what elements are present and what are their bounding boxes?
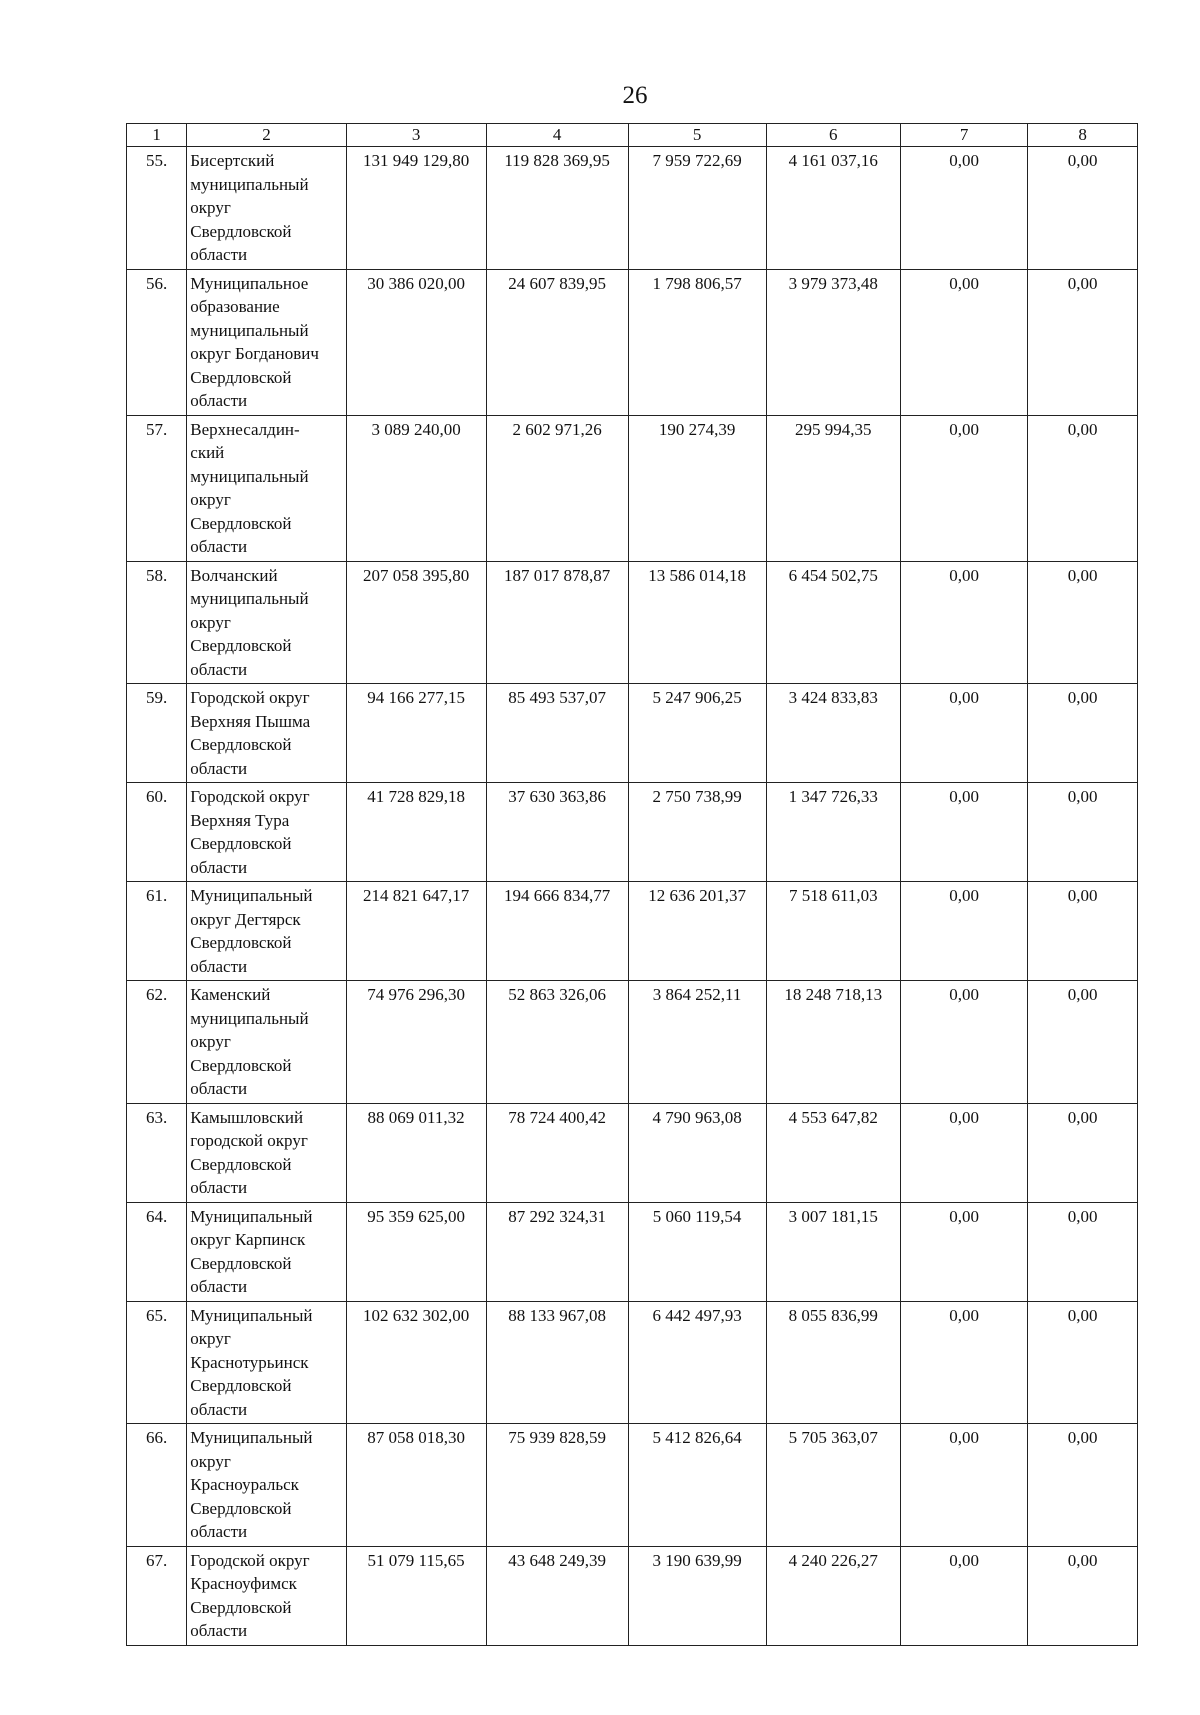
value-col-5: 6 442 497,93 <box>628 1301 766 1424</box>
table-row <box>127 561 1138 684</box>
value-col-4: 24 607 839,95 <box>486 269 628 415</box>
municipality-name-line: Свердловской <box>190 1154 292 1174</box>
municipality-name-line: муниципальный <box>190 174 309 194</box>
value-col-3: 74 976 296,30 <box>346 981 486 1104</box>
municipality-name <box>187 561 346 684</box>
municipality-name-line: Верхняя Тура <box>190 810 290 830</box>
value-col-7: 0,00 <box>901 1202 1028 1301</box>
municipality-name-line: округ <box>190 1329 231 1348</box>
municipality-name-line: округ Карпинск <box>190 1230 306 1249</box>
value-col-6: 295 994,35 <box>766 415 901 561</box>
value-col-5: 5 247 906,25 <box>628 684 766 783</box>
municipality-name-line: городской округ <box>190 1131 308 1150</box>
value-col-4: 37 630 363,86 <box>486 783 628 882</box>
table-row <box>127 1546 1138 1645</box>
municipality-name-line: области <box>190 537 248 556</box>
municipality-name-line: Свердловской <box>190 636 292 655</box>
table-row <box>127 684 1138 783</box>
municipality-name-line: Городской округ <box>190 787 310 806</box>
municipality-name-line: Свердловской <box>190 513 292 533</box>
value-col-8: 0,00 <box>1028 269 1138 415</box>
data-table <box>126 123 1138 1646</box>
value-col-6: 4 240 226,27 <box>766 1546 901 1645</box>
municipality-name-line: области <box>190 956 248 976</box>
municipality-name-line: Красноуфимск <box>190 1574 297 1593</box>
municipality-name-line: Свердловской <box>190 1253 292 1273</box>
value-col-6: 4 161 037,16 <box>766 147 901 270</box>
municipality-name-line: области <box>190 659 248 679</box>
municipality-name <box>187 415 346 561</box>
value-col-3: 214 821 647,17 <box>346 882 486 981</box>
municipality-name <box>187 684 346 783</box>
municipality-name-line: муниципальный <box>190 589 309 608</box>
value-col-5: 3 190 639,99 <box>628 1546 766 1645</box>
municipality-name-line: округ <box>190 1451 231 1471</box>
value-col-4: 187 017 878,87 <box>486 561 628 684</box>
value-col-4: 88 133 967,08 <box>486 1301 628 1424</box>
municipality-name-line: области <box>190 857 248 877</box>
value-col-3: 3 089 240,00 <box>346 415 486 561</box>
value-col-7: 0,00 <box>901 1546 1028 1645</box>
row-number: 59. <box>127 684 187 783</box>
value-col-8: 0,00 <box>1028 882 1138 981</box>
value-col-7: 0,00 <box>901 269 1028 415</box>
value-col-8: 0,00 <box>1028 561 1138 684</box>
value-col-6: 4 553 647,82 <box>766 1103 901 1202</box>
table-row <box>127 882 1138 981</box>
table-row <box>127 1202 1138 1301</box>
value-col-8: 0,00 <box>1028 1424 1138 1547</box>
municipality-name-line: Муниципальное <box>190 273 309 293</box>
column-header-1: 1 <box>127 124 187 147</box>
value-col-7: 0,00 <box>901 1424 1028 1547</box>
column-header-3: 3 <box>346 124 486 147</box>
value-col-6: 18 248 718,13 <box>766 981 901 1104</box>
municipality-name-line: области <box>190 1522 248 1541</box>
value-col-4: 2 602 971,26 <box>486 415 628 561</box>
value-col-8: 0,00 <box>1028 1103 1138 1202</box>
value-col-8: 0,00 <box>1028 415 1138 561</box>
value-col-4: 52 863 326,06 <box>486 981 628 1104</box>
municipality-name-line: Свердловской <box>190 1376 292 1395</box>
municipality-name-line: ский <box>190 443 225 462</box>
municipality-name-line: области <box>190 1079 248 1098</box>
value-col-5: 4 790 963,08 <box>628 1103 766 1202</box>
row-number: 62. <box>127 981 187 1104</box>
value-col-5: 12 636 201,37 <box>628 882 766 981</box>
table-row <box>127 147 1138 270</box>
municipality-name-line: области <box>190 391 248 410</box>
municipality-name-line: области <box>190 1277 248 1296</box>
value-col-7: 0,00 <box>901 147 1028 270</box>
municipality-name-line: области <box>190 1399 248 1419</box>
value-col-3: 102 632 302,00 <box>346 1301 486 1424</box>
municipality-name-line: области <box>190 245 248 264</box>
municipality-name-line: Свердловской <box>190 933 292 952</box>
value-col-7: 0,00 <box>901 561 1028 684</box>
municipality-name-line: Свердловской <box>190 834 292 853</box>
value-col-8: 0,00 <box>1028 1202 1138 1301</box>
value-col-4: 75 939 828,59 <box>486 1424 628 1547</box>
value-col-6: 1 347 726,33 <box>766 783 901 882</box>
value-col-3: 87 058 018,30 <box>346 1424 486 1547</box>
value-col-3: 95 359 625,00 <box>346 1202 486 1301</box>
value-col-4: 43 648 249,39 <box>486 1546 628 1645</box>
municipality-name-line: Бисертский <box>190 151 275 170</box>
value-col-7: 0,00 <box>901 415 1028 561</box>
value-col-7: 0,00 <box>901 882 1028 981</box>
municipality-name-line: Городской округ <box>190 1550 310 1570</box>
value-col-3: 41 728 829,18 <box>346 783 486 882</box>
value-col-8: 0,00 <box>1028 1546 1138 1645</box>
municipality-name-line: округ Богданович <box>190 344 319 363</box>
table-row <box>127 783 1138 882</box>
municipality-name-line: округ Дегтярск <box>190 909 301 929</box>
header-row <box>127 124 1138 147</box>
row-number: 55. <box>127 147 187 270</box>
municipality-name-line: округ <box>190 490 231 509</box>
value-col-5: 5 412 826,64 <box>628 1424 766 1547</box>
municipality-name-line: Камышловский <box>190 1107 304 1127</box>
municipality-name-line: Верхняя Пышма <box>190 711 311 731</box>
value-col-3: 94 166 277,15 <box>346 684 486 783</box>
municipality-name <box>187 147 346 270</box>
row-number: 66. <box>127 1424 187 1547</box>
row-number: 61. <box>127 882 187 981</box>
municipality-name-line: Свердловской <box>190 367 292 387</box>
value-col-3: 51 079 115,65 <box>346 1546 486 1645</box>
value-col-7: 0,00 <box>901 783 1028 882</box>
municipality-name-line: Свердловской <box>190 735 292 754</box>
municipality-name-line: области <box>190 758 248 778</box>
value-col-5: 2 750 738,99 <box>628 783 766 882</box>
municipality-name <box>187 1546 346 1645</box>
municipality-name-line: Свердловской <box>190 1597 292 1617</box>
value-col-6: 8 055 836,99 <box>766 1301 901 1424</box>
municipality-name <box>187 1202 346 1301</box>
page-number: 26 <box>622 82 648 109</box>
table-row <box>127 1301 1138 1424</box>
municipality-name-line: муниципальный <box>190 1008 309 1028</box>
municipality-name-line: Каменский <box>190 985 271 1004</box>
municipality-name-line: Красноуральск <box>190 1475 299 1494</box>
municipality-name <box>187 783 346 882</box>
municipality-name <box>187 882 346 981</box>
value-col-4: 87 292 324,31 <box>486 1202 628 1301</box>
table-row <box>127 269 1138 415</box>
value-col-7: 0,00 <box>901 981 1028 1104</box>
table-row <box>127 415 1138 561</box>
municipality-name <box>187 1424 346 1547</box>
municipality-name-line: Свердловской <box>190 1055 292 1075</box>
table-row <box>127 981 1138 1104</box>
municipality-name <box>187 1301 346 1424</box>
value-col-5: 190 274,39 <box>628 415 766 561</box>
column-header-6: 6 <box>766 124 901 147</box>
value-col-5: 13 586 014,18 <box>628 561 766 684</box>
table-body <box>127 147 1138 1646</box>
municipality-name-line: округ <box>190 198 231 217</box>
municipality-name <box>187 981 346 1104</box>
municipality-name-line: Муниципальный <box>190 1206 313 1226</box>
column-header-4: 4 <box>486 124 628 147</box>
value-col-5: 5 060 119,54 <box>628 1202 766 1301</box>
municipality-name-line: Муниципальный <box>190 886 313 905</box>
value-col-7: 0,00 <box>901 1301 1028 1424</box>
value-col-5: 7 959 722,69 <box>628 147 766 270</box>
value-col-4: 85 493 537,07 <box>486 684 628 783</box>
municipality-name-line: образование <box>190 297 280 316</box>
row-number: 67. <box>127 1546 187 1645</box>
row-number: 58. <box>127 561 187 684</box>
table-row <box>127 1424 1138 1547</box>
municipality-name-line: Свердловской <box>190 1498 292 1518</box>
municipality-name-line: муниципальный <box>190 320 309 340</box>
value-col-3: 207 058 395,80 <box>346 561 486 684</box>
value-col-6: 3 007 181,15 <box>766 1202 901 1301</box>
value-col-6: 7 518 611,03 <box>766 882 901 981</box>
table-row <box>127 1103 1138 1202</box>
value-col-5: 1 798 806,57 <box>628 269 766 415</box>
value-col-8: 0,00 <box>1028 1301 1138 1424</box>
municipality-name-line: Свердловской <box>190 221 292 241</box>
value-col-5: 3 864 252,11 <box>628 981 766 1104</box>
row-number: 56. <box>127 269 187 415</box>
row-number: 60. <box>127 783 187 882</box>
value-col-8: 0,00 <box>1028 981 1138 1104</box>
value-col-4: 78 724 400,42 <box>486 1103 628 1202</box>
value-col-7: 0,00 <box>901 684 1028 783</box>
value-col-3: 30 386 020,00 <box>346 269 486 415</box>
municipality-name <box>187 269 346 415</box>
column-header-2: 2 <box>187 124 346 147</box>
value-col-6: 5 705 363,07 <box>766 1424 901 1547</box>
value-col-6: 3 424 833,83 <box>766 684 901 783</box>
row-number: 63. <box>127 1103 187 1202</box>
row-number: 65. <box>127 1301 187 1424</box>
municipality-name-line: округ <box>190 612 231 632</box>
value-col-8: 0,00 <box>1028 147 1138 270</box>
municipality-name-line: области <box>190 1178 248 1197</box>
value-col-6: 3 979 373,48 <box>766 269 901 415</box>
value-col-4: 119 828 369,95 <box>486 147 628 270</box>
municipality-name-line: округ <box>190 1032 231 1051</box>
municipality-name-line: муниципальный <box>190 466 309 486</box>
column-header-5: 5 <box>628 124 766 147</box>
row-number: 64. <box>127 1202 187 1301</box>
column-header-8: 8 <box>1028 124 1138 147</box>
municipality-name-line: Верхнесалдин- <box>190 419 300 439</box>
value-col-7: 0,00 <box>901 1103 1028 1202</box>
municipality-name-line: Муниципальный <box>190 1305 313 1325</box>
municipality-name-line: Муниципальный <box>190 1428 313 1447</box>
value-col-4: 194 666 834,77 <box>486 882 628 981</box>
municipality-name-line: Волчанский <box>190 565 278 585</box>
municipality-name-line: области <box>190 1621 248 1640</box>
value-col-3: 88 069 011,32 <box>346 1103 486 1202</box>
row-number: 57. <box>127 415 187 561</box>
municipality-name <box>187 1103 346 1202</box>
municipality-name-line: Краснотурьинск <box>190 1352 309 1372</box>
municipality-name-line: Городской округ <box>190 688 310 707</box>
value-col-8: 0,00 <box>1028 783 1138 882</box>
column-header-7: 7 <box>901 124 1028 147</box>
value-col-8: 0,00 <box>1028 684 1138 783</box>
value-col-6: 6 454 502,75 <box>766 561 901 684</box>
value-col-3: 131 949 129,80 <box>346 147 486 270</box>
